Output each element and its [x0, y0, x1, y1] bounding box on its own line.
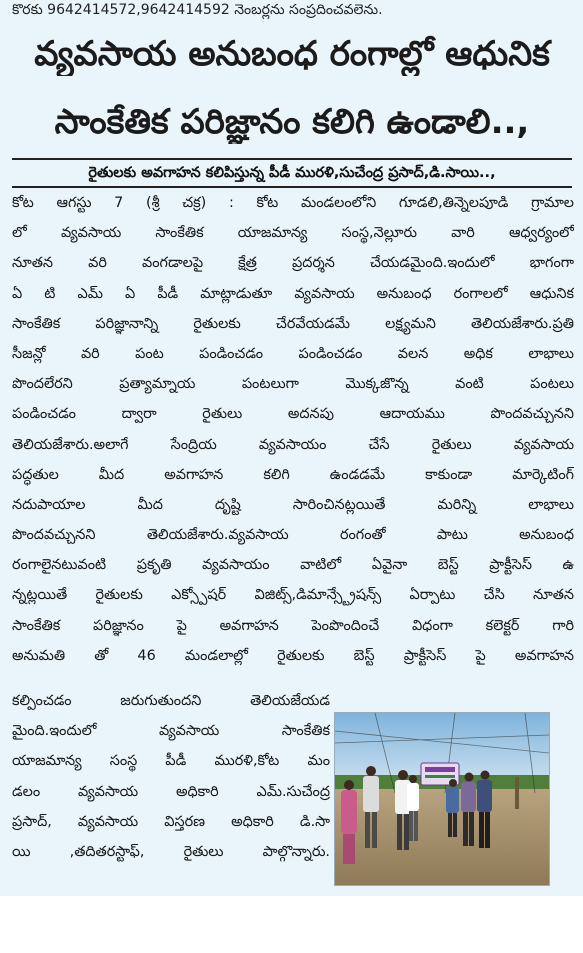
body-line: న్నట్లయితే రైతులకు ఎక్స్పోషర్ విజిట్స్,డిమాన్స్ట్రేషన్స్ ఏర్పాటు చేసి నూతన — [12, 587, 574, 604]
body-line: నూతన వరి వంగడాలపై క్షేత్ర ప్రదర్శన చేయడమైంది.ఇందులో భాగంగా — [12, 255, 574, 272]
body-line: తెలియజేశారు.అలాగే సేంద్రియ వ్యవసాయం చేసే రైతులు వ్యవసాయ — [12, 436, 574, 453]
headline-line-2: సాంకేతిక పరిజ్ఞానం కలిగి ఉండాలి.., — [54, 102, 530, 142]
body-line: డలం వ్యవసాయ అధికారి ఎమ్.సుచేంద్ర — [12, 783, 330, 800]
body-line: కల్పించడం జరుగుతుందని తెలియజేయడ — [12, 693, 330, 709]
headline-line-1: వ్యవసాయ అనుబంధ రంగాల్లో ఆధునిక — [34, 34, 550, 74]
body-line: రంగాలైనటువంటి ప్రకృతి వ్యవసాయం వాటిలో ఏవైనా బెస్ట్ ప్రాక్టీసెస్ ఉ — [12, 557, 574, 574]
body-line: మైంది.ఇందులో వ్యవసాయ సాంకేతిక — [12, 723, 330, 740]
body-line: సీజన్లో వరి పంట పండించడం పండించడం వలన అధిక లాభాలు — [12, 345, 574, 362]
subheadline: రైతులకు అవగాహన కలిపిస్తున్న పీడీ మురళి,సుచేంద్ర ప్రసాద్,డి.సాయి.., — [12, 158, 572, 188]
body-line: ఏ టి ఎమ్ ఏ పీడీ మాట్లాడుతూ వ్యవసాయ అనుబంధ రంగాలలో ఆధునిక — [12, 285, 574, 302]
body-line: కోట ఆగస్టు 7 (శ్రీ చక్ర) : కోట మండలంలోని గూడలి,తిన్నెలపూడి గ్రామాల — [12, 195, 574, 211]
body-line: నదుపాయాల మీద దృష్టి సారించినట్లయితే మరిన్ని లాభాలు — [12, 496, 574, 513]
body-line: లో వ్యవసాయ సాంకేతిక యాజమాన్య సంస్థ,నెల్లూరు వారి ఆధ్వర్యంలో — [12, 225, 574, 242]
body-line: యాజమాన్య సంస్థ పీడీ మురళి,కోట మం — [12, 753, 330, 770]
previous-article-tail: కొరకు 9642414572,9642414592 నెంబర్లను సంప్రదించవలెను. — [12, 2, 383, 18]
body-line: పద్ధతుల మీద అవగాహన కలిగి ఉండడమే కాకుండా మార్కెటింగ్ — [12, 466, 574, 483]
article-body — [12, 188, 574, 671]
body-line: సాంకేతిక పరిజ్ఞానాన్ని రైతులకు చేరవేయడమే లక్ష్యమని తెలియజేశారు.ప్రతి — [12, 315, 574, 332]
body-line: యి ,తదితరస్టాఫ్, రైతులు పాల్గొన్నారు. — [12, 843, 330, 860]
body-line: పొందలేరని ప్రత్యామ్నాయ పంటలుగా మొక్కజొన్న వంటి పంటలు — [12, 376, 574, 393]
body-line: సాంకేతిక పరిజ్ఞానం పై అవగాహన పెంపొందించే విధంగా కలెక్టర్ గారి — [12, 617, 574, 634]
body-line: అనుమతి తో 46 మండలాల్లో రైతులకు బెస్ట్ ప్రాక్టీసెస్ పై అవగాహన — [12, 647, 574, 664]
article-body-narrow-column — [12, 686, 332, 867]
body-line: పొందవచ్చునని తెలియజేశారు.వ్యవసాయ రంగంతో పాటు అనుబంధ — [12, 527, 574, 544]
body-line: పండించడం ద్వారా రైతులు అదనపు ఆదాయము పొందవచ్చునని — [12, 406, 574, 423]
field-visit-photo-illustration — [335, 713, 549, 885]
body-line: ప్రసాద్, వ్యవసాయ విస్తరణ అధికారి డి.సా — [12, 813, 330, 830]
field-visit-photo — [334, 712, 550, 886]
